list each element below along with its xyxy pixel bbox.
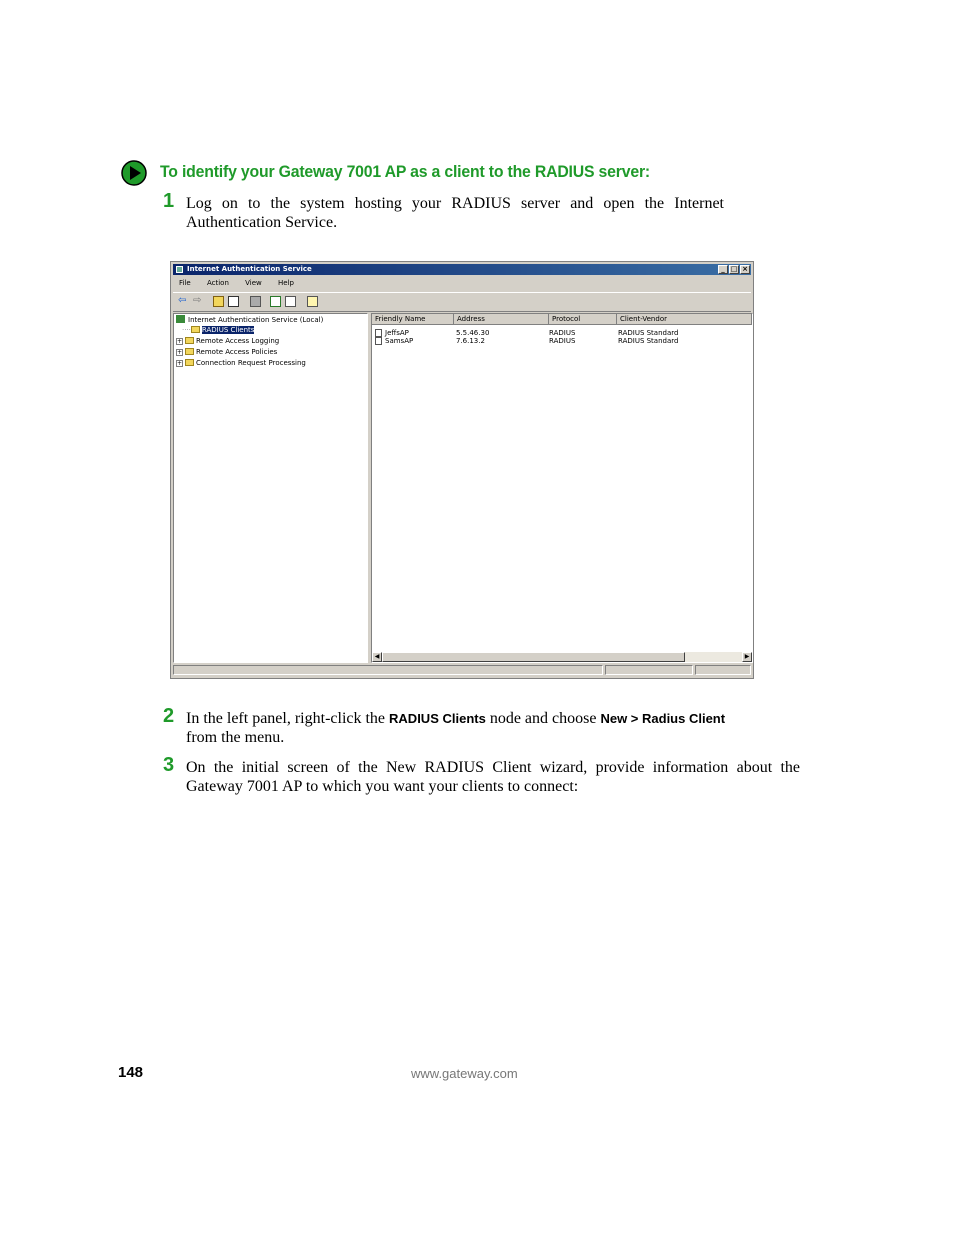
up-folder-icon[interactable] [213, 296, 224, 307]
expand-icon[interactable]: + [177, 360, 183, 367]
export-icon[interactable] [285, 296, 296, 307]
page-number: 148 [118, 1064, 144, 1081]
scroll-left-icon[interactable]: ◀ [372, 652, 382, 662]
cell-protocol: RADIUS [549, 329, 576, 337]
tree-root[interactable]: Internet Authentication Service (Local) [176, 315, 323, 325]
ui-term: RADIUS Clients [389, 711, 486, 726]
client-icon [375, 329, 382, 337]
status-bar [173, 664, 751, 676]
column-header-friendly-name[interactable]: Friendly Name [372, 314, 454, 325]
list-pane [371, 313, 753, 663]
menu-view[interactable]: View [245, 279, 262, 287]
menu-action[interactable]: Action [206, 279, 229, 287]
toolbar [173, 292, 751, 312]
cell-name: JeffsAP [385, 329, 409, 337]
scroll-thumb[interactable] [382, 652, 685, 662]
tree-item-logging[interactable]: + Remote Access Logging [177, 337, 280, 345]
column-header-address[interactable]: Address [454, 314, 549, 325]
app-icon [176, 266, 183, 273]
play-arrow-icon [121, 160, 147, 186]
scroll-right-icon[interactable]: ▶ [742, 652, 752, 662]
client-icon [375, 337, 382, 345]
status-panel [605, 665, 693, 675]
step-number: 1 [163, 190, 175, 212]
cell-address: 5.5.46.30 [456, 329, 490, 337]
folder-icon [185, 348, 194, 355]
menu-file[interactable]: File [179, 279, 191, 287]
column-header-client-vendor[interactable]: Client-Vendor [617, 314, 752, 325]
tree-item-connection-request[interactable]: + Connection Request Processing [177, 359, 306, 367]
cell-vendor: RADIUS Standard [618, 337, 679, 345]
forward-icon[interactable]: ⇨ [193, 295, 202, 306]
step-text: On the initial screen of the New RADIUS Client wizard, provide information about the Gateway 7001 AP to which you want your clients to connect: [186, 759, 800, 795]
tree-item-radius-clients[interactable]: ···· RADIUS Clients [182, 326, 255, 334]
close-icon[interactable]: × [740, 265, 750, 274]
expand-icon[interactable]: + [177, 338, 183, 345]
ui-term: New > Radius Client [600, 711, 726, 726]
status-panel [173, 665, 603, 675]
column-header-protocol[interactable]: Protocol [549, 314, 617, 325]
status-panel [695, 665, 751, 675]
refresh-icon[interactable] [270, 296, 281, 307]
minimize-icon[interactable]: _ [718, 265, 728, 274]
cell-address: 7.6.13.2 [456, 337, 485, 345]
window-title: Internet Authentication Service [187, 265, 312, 273]
folder-icon [191, 326, 200, 333]
menu-bar [173, 277, 751, 290]
help-icon[interactable] [307, 296, 318, 307]
step-number: 3 [163, 754, 175, 776]
folder-icon [185, 359, 194, 366]
step-text: Log on to the system hosting your RADIUS server and open the Internet Authentication Service. [186, 195, 724, 231]
delete-icon[interactable] [250, 296, 261, 307]
tree-pane [173, 313, 368, 663]
ias-icon [176, 315, 185, 323]
show-tree-icon[interactable] [228, 296, 239, 307]
title-bar [173, 264, 751, 275]
cell-vendor: RADIUS Standard [618, 329, 679, 337]
horizontal-scrollbar[interactable] [372, 652, 752, 662]
footer-url: www.gateway.com [411, 1066, 518, 1081]
folder-icon [185, 337, 194, 344]
maximize-icon[interactable]: □ [730, 265, 738, 273]
ias-window [170, 261, 754, 679]
step-text: In the left panel, right-click the RADIUS Clients node and choose New > Radius Client from the menu. [186, 710, 726, 746]
cell-name: SamsAP [385, 337, 414, 345]
back-icon[interactable]: ⇦ [178, 295, 187, 306]
tree-item-policies[interactable]: + Remote Access Policies [177, 348, 278, 356]
cell-protocol: RADIUS [549, 337, 576, 345]
section-heading: To identify your Gateway 7001 AP as a client to the RADIUS server: [160, 162, 651, 181]
menu-help[interactable]: Help [277, 279, 294, 287]
expand-icon[interactable]: + [177, 349, 183, 356]
step-number: 2 [163, 705, 175, 727]
